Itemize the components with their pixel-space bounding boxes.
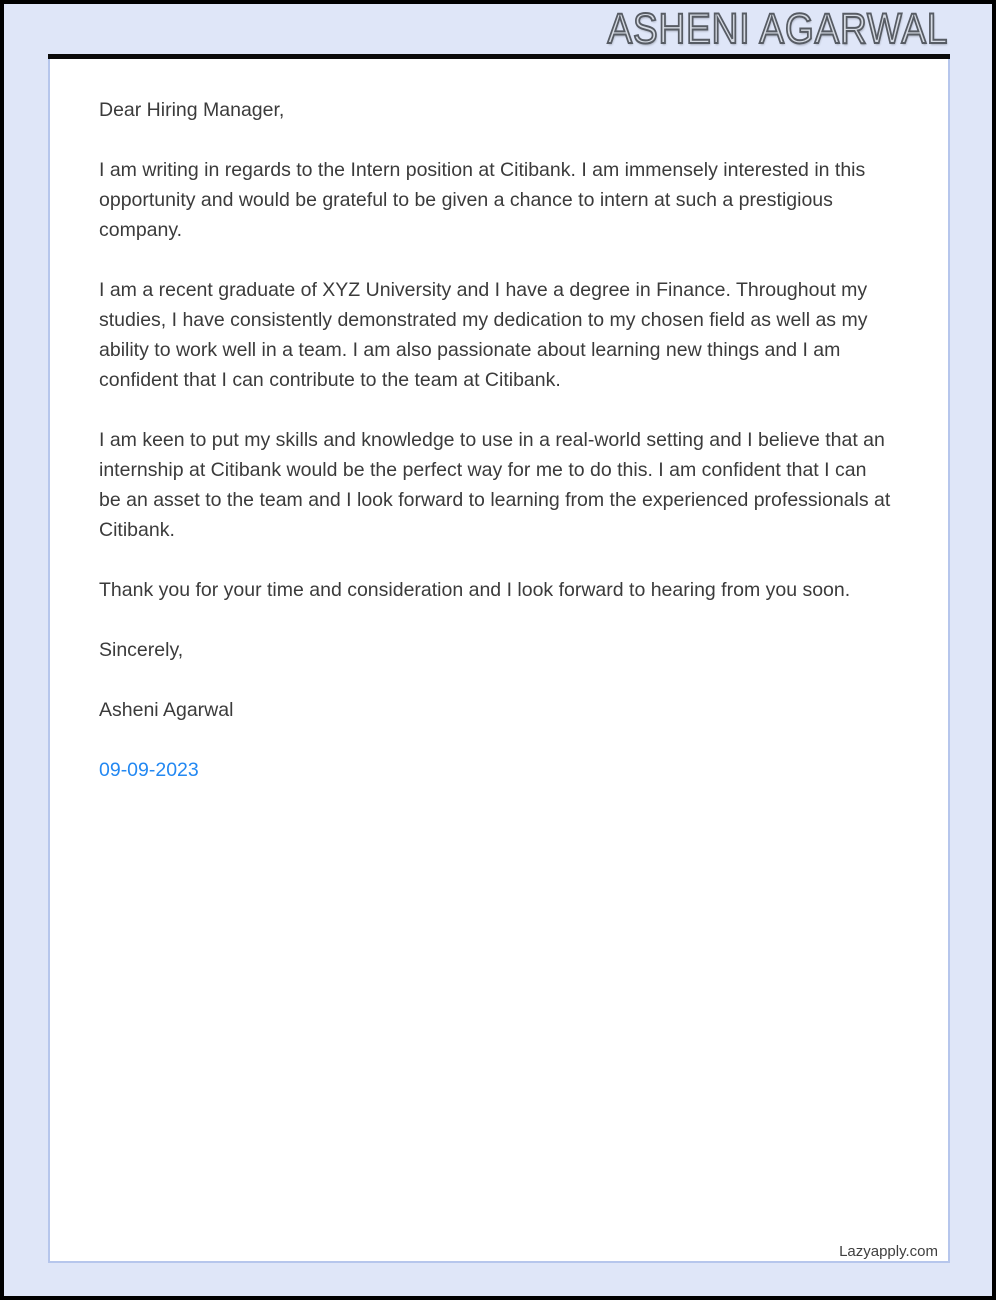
date-link[interactable]: 09-09-2023 [99,759,199,781]
closing: Sincerely, [99,639,184,661]
letter-paper [48,59,950,1263]
lazyapply-credit: Lazyapply.com [839,1243,938,1260]
signature-name: Asheni Agarwal [99,699,234,721]
letter-paragraph: I am a recent graduate of XYZ University and I have a degree in Finance. Throughout my studies, I have consistently demonstrated my dedication to my chosen field as well as my ability to work well in a team. I am also passionate about learning new things and I am confident that I can contribute to the team at Citibank. [99,279,868,391]
header-name: ASHENI AGARWAL [607,5,948,53]
letter-paragraph: I am writing in regards to the Intern position at Citibank. I am immensely interested in this opportunity and would be grateful to be given a chance to intern at such a prestigious company. [99,159,866,241]
salutation: Dear Hiring Manager, [99,99,285,121]
letter-paragraph: Thank you for your time and consideration and I look forward to hearing from you soon. [99,579,851,601]
letter-body [50,59,948,785]
letter-paragraph: I am keen to put my skills and knowledge to use in a real-world setting and I believe that an internship at Citibank would be the perfect way for me to do this. I am confident that I can be an asset to the team and I look forward to learning from the experienced professionals at Citibank. [99,429,891,541]
